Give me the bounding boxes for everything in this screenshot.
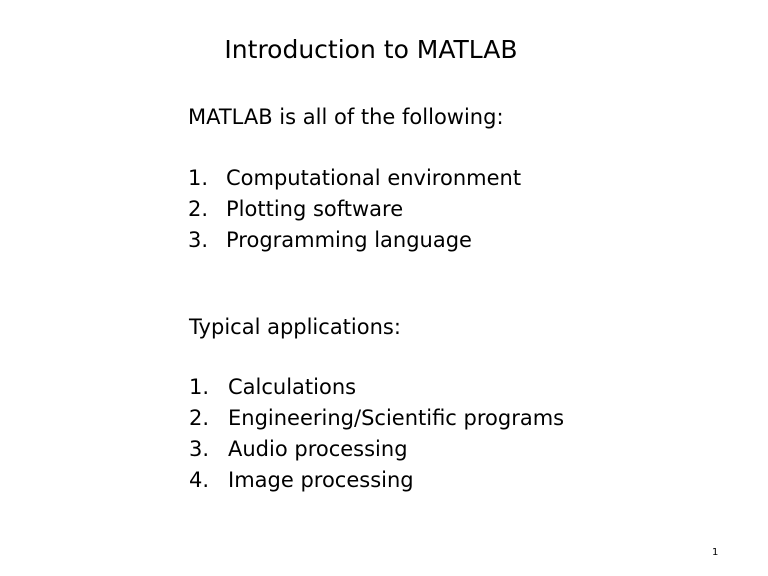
list-item-text: Programming language — [226, 228, 472, 252]
list-item-number: 4. — [189, 468, 210, 492]
list-item-text: Audio processing — [228, 437, 408, 461]
list-item-text: Image processing — [228, 468, 414, 492]
list-item — [188, 194, 521, 225]
applications-heading: Typical applications: — [189, 315, 401, 339]
matlab-features-list — [188, 163, 521, 256]
list-item-number: 2. — [189, 406, 210, 430]
list-item — [188, 163, 521, 194]
list-item-number: 1. — [188, 166, 209, 190]
applications-list — [189, 372, 564, 496]
list-item-number: 3. — [188, 228, 209, 252]
list-item-text: Calculations — [228, 375, 357, 399]
list-item-text: Engineering/Scientific programs — [228, 406, 565, 430]
list-item-text: Computational environment — [226, 166, 522, 190]
page-number: 1 — [712, 547, 719, 558]
list-item-number: 1. — [189, 375, 210, 399]
list-item-text: Plotting software — [226, 197, 404, 221]
list-item — [188, 225, 521, 256]
list-item — [189, 434, 564, 465]
intro-text: MATLAB is all of the following: — [188, 105, 504, 129]
list-item — [189, 403, 564, 434]
list-item — [189, 372, 564, 403]
list-item-number: 3. — [189, 437, 210, 461]
list-item — [189, 465, 564, 496]
slide-title: Introduction to MATLAB — [224, 35, 518, 64]
list-item-number: 2. — [188, 197, 209, 221]
